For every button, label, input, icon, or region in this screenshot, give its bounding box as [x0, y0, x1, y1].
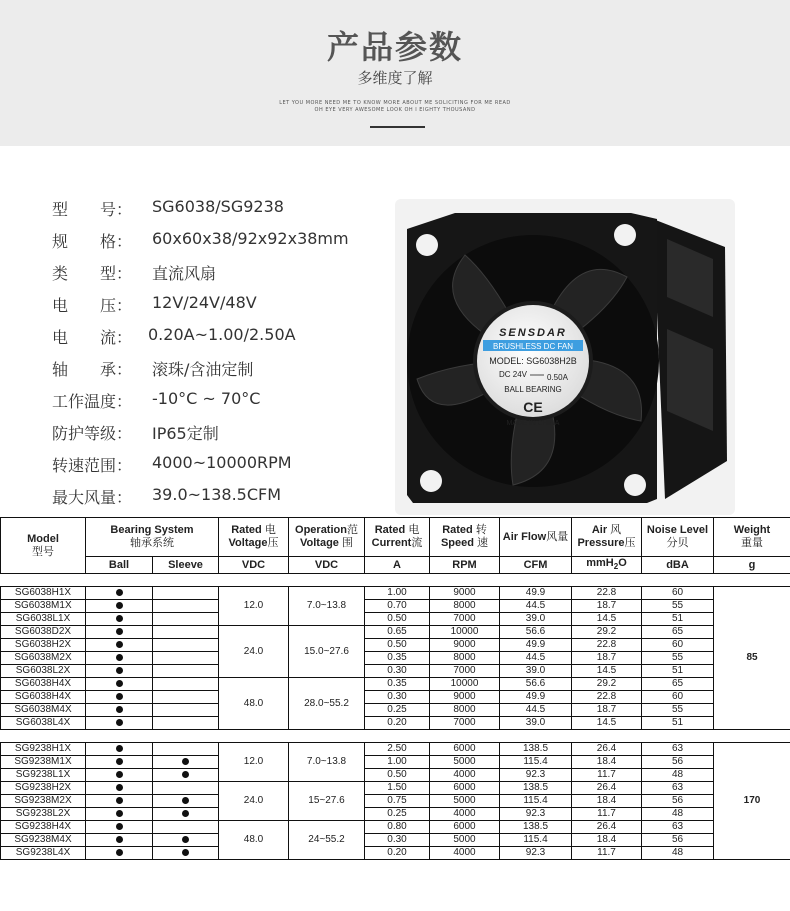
pressure-cell: 18.4	[572, 756, 642, 769]
table-row	[1, 639, 790, 652]
unit-sleeve: Sleeve	[153, 557, 219, 574]
sleeve-cell	[153, 847, 219, 860]
title-underline	[370, 126, 425, 128]
operation-voltage-cell: 28.0~55.2	[289, 678, 365, 730]
current-cell: 0.25	[365, 704, 430, 717]
sg9238-weight-cell: 170	[714, 743, 790, 860]
table-row	[1, 613, 790, 626]
pressure-cell: 26.4	[572, 821, 642, 834]
speed-cell: 7000	[430, 717, 500, 730]
current-cell: 0.30	[365, 665, 430, 678]
unit-vdc: VDC	[219, 557, 289, 574]
sleeve-cell	[153, 743, 219, 756]
speed-cell: 6000	[430, 743, 500, 756]
airflow-cell: 138.5	[500, 821, 572, 834]
col-noise-level: Noise Level 分贝	[642, 518, 714, 557]
noise-cell: 48	[642, 808, 714, 821]
pressure-cell: 14.5	[572, 717, 642, 730]
table-row	[1, 782, 790, 795]
sleeve-cell	[153, 626, 219, 639]
current-cell: 0.50	[365, 639, 430, 652]
ball-cell	[86, 639, 153, 652]
bearing-dot-icon	[116, 680, 123, 687]
bearing-dot-icon	[116, 758, 123, 765]
speed-cell: 10000	[430, 678, 500, 691]
table-row	[1, 834, 790, 847]
sleeve-cell	[153, 821, 219, 834]
unit-rpm: RPM	[430, 557, 500, 574]
pressure-cell: 18.4	[572, 834, 642, 847]
sleeve-cell	[153, 665, 219, 678]
pressure-cell: 11.7	[572, 847, 642, 860]
tagline-line-2: OH EYE VERY AWESOME LOOK OH I EIGHTY THOUSAND	[314, 107, 476, 113]
pressure-cell: 29.2	[572, 626, 642, 639]
unit-op-vdc: VDC	[289, 557, 365, 574]
speed-cell: 6000	[430, 782, 500, 795]
label-ce-mark: CE	[523, 399, 543, 415]
specification-table	[0, 517, 790, 860]
bearing-dot-icon	[116, 693, 123, 700]
model-cell: SG9238H2X	[1, 782, 86, 795]
spacer-cell	[1, 574, 790, 587]
sleeve-cell	[153, 639, 219, 652]
unit-cfm: CFM	[500, 557, 572, 574]
table-row	[1, 678, 790, 691]
operation-voltage-cell: 24~55.2	[289, 821, 365, 860]
current-cell: 0.25	[365, 808, 430, 821]
pressure-cell: 29.2	[572, 678, 642, 691]
airflow-cell: 115.4	[500, 756, 572, 769]
bearing-dot-icon	[116, 784, 123, 791]
current-cell: 0.50	[365, 613, 430, 626]
pressure-cell: 18.7	[572, 704, 642, 717]
ball-cell	[86, 587, 153, 600]
label-ribbon-text: BRUSHLESS DC FAN	[492, 342, 574, 351]
airflow-cell: 39.0	[500, 717, 572, 730]
sleeve-cell	[153, 587, 219, 600]
airflow-cell: 115.4	[500, 834, 572, 847]
current-cell: 0.35	[365, 652, 430, 665]
sleeve-cell	[153, 808, 219, 821]
model-cell: SG6038M4X	[1, 704, 86, 717]
bearing-dot-icon	[182, 810, 189, 817]
col-model: Model 型号	[1, 518, 86, 574]
spacer-cell	[1, 730, 790, 743]
noise-cell: 63	[642, 743, 714, 756]
label-made-in: MADE IN CHINA	[506, 420, 560, 427]
mount-hole	[420, 470, 442, 492]
pressure-cell: 18.7	[572, 652, 642, 665]
ball-cell	[86, 613, 153, 626]
speed-cell: 8000	[430, 652, 500, 665]
ball-cell	[86, 795, 153, 808]
pressure-cell: 11.7	[572, 769, 642, 782]
unit-dba: dBA	[642, 557, 714, 574]
table-row	[1, 756, 790, 769]
rated-voltage-cell: 12.0	[219, 743, 289, 782]
tagline-line-1: LET YOU MORE NEED ME TO KNOW MORE ABOUT ME SOLICITING FOR ME READ	[279, 100, 511, 106]
ball-cell	[86, 691, 153, 704]
mount-hole	[416, 234, 438, 256]
airflow-cell: 49.9	[500, 691, 572, 704]
table-row	[1, 691, 790, 704]
pressure-cell: 22.8	[572, 587, 642, 600]
speed-cell: 5000	[430, 834, 500, 847]
pressure-cell: 22.8	[572, 639, 642, 652]
airflow-cell: 39.0	[500, 665, 572, 678]
current-cell: 0.80	[365, 821, 430, 834]
speed-cell: 10000	[430, 626, 500, 639]
current-cell: 0.20	[365, 717, 430, 730]
table-row	[1, 717, 790, 730]
rated-voltage-cell: 12.0	[219, 587, 289, 626]
page-title: 产品参数	[326, 28, 463, 66]
airflow-cell: 115.4	[500, 795, 572, 808]
model-cell: SG6038L1X	[1, 613, 86, 626]
sleeve-cell	[153, 717, 219, 730]
model-cell: SG6038H1X	[1, 587, 86, 600]
model-cell: SG9238M2X	[1, 795, 86, 808]
noise-cell: 60	[642, 639, 714, 652]
sleeve-cell	[153, 613, 219, 626]
airflow-cell: 49.9	[500, 639, 572, 652]
label-current: 0.50A	[547, 373, 568, 382]
model-cell: SG9238L2X	[1, 808, 86, 821]
bearing-dot-icon	[116, 771, 123, 778]
bearing-dot-icon	[116, 654, 123, 661]
col-operation-voltage: Operation范 Voltage 围	[289, 518, 365, 557]
current-cell: 0.50	[365, 769, 430, 782]
model-cell: SG9238H4X	[1, 821, 86, 834]
current-cell: 2.50	[365, 743, 430, 756]
bearing-dot-icon	[116, 641, 123, 648]
noise-cell: 48	[642, 847, 714, 860]
ball-cell	[86, 756, 153, 769]
model-cell: SG6038H4X	[1, 691, 86, 704]
mount-hole	[624, 474, 646, 496]
airflow-cell: 138.5	[500, 782, 572, 795]
noise-cell: 56	[642, 834, 714, 847]
noise-cell: 56	[642, 795, 714, 808]
ball-cell	[86, 626, 153, 639]
table-row	[1, 769, 790, 782]
noise-cell: 56	[642, 756, 714, 769]
noise-cell: 65	[642, 626, 714, 639]
airflow-cell: 92.3	[500, 847, 572, 860]
label-brand: SENSDAR	[499, 327, 567, 339]
unit-a: A	[365, 557, 430, 574]
pressure-cell: 18.7	[572, 600, 642, 613]
model-cell: SG6038M2X	[1, 652, 86, 665]
unit-mmh2o: mmH$_2$O	[572, 557, 642, 574]
pressure-cell: 26.4	[572, 743, 642, 756]
ball-cell	[86, 704, 153, 717]
mount-hole	[614, 224, 636, 246]
speed-cell: 7000	[430, 613, 500, 626]
model-cell: SG6038H2X	[1, 639, 86, 652]
current-cell: 0.30	[365, 691, 430, 704]
bearing-dot-icon	[116, 589, 123, 596]
table-row	[1, 626, 790, 639]
unit-ball: Ball	[86, 557, 153, 574]
label-model: MODEL: SG6038H2B	[489, 356, 577, 366]
ball-cell	[86, 678, 153, 691]
current-cell: 1.50	[365, 782, 430, 795]
sleeve-cell	[153, 691, 219, 704]
bearing-dot-icon	[182, 836, 189, 843]
rated-voltage-cell: 24.0	[219, 782, 289, 821]
model-cell: SG6038L4X	[1, 717, 86, 730]
noise-cell: 51	[642, 613, 714, 626]
bearing-dot-icon	[116, 706, 123, 713]
col-rated-speed: Rated 转 Speed 速	[430, 518, 500, 557]
bearing-dot-icon	[116, 719, 123, 726]
sleeve-cell	[153, 834, 219, 847]
rated-voltage-cell: 48.0	[219, 678, 289, 730]
table-row	[1, 587, 790, 600]
ball-cell	[86, 821, 153, 834]
col-bearing-system: Bearing System 轴承系统	[86, 518, 219, 557]
operation-voltage-cell: 7.0~13.8	[289, 587, 365, 626]
speed-cell: 6000	[430, 821, 500, 834]
rated-voltage-cell: 24.0	[219, 626, 289, 678]
noise-cell: 55	[642, 600, 714, 613]
table-row	[1, 847, 790, 860]
noise-cell: 51	[642, 665, 714, 678]
header-banner	[0, 0, 790, 146]
sleeve-cell	[153, 704, 219, 717]
table-row	[1, 821, 790, 834]
table-spacer	[1, 730, 790, 743]
sg6038-weight-cell: 85	[714, 587, 790, 730]
table-body	[1, 574, 790, 860]
model-cell: SG9238H1X	[1, 743, 86, 756]
bearing-dot-icon	[116, 667, 123, 674]
airflow-cell: 56.6	[500, 626, 572, 639]
speed-cell: 5000	[430, 756, 500, 769]
ball-cell	[86, 600, 153, 613]
pressure-cell: 14.5	[572, 665, 642, 678]
current-cell: 0.30	[365, 834, 430, 847]
speed-cell: 8000	[430, 600, 500, 613]
model-cell: SG6038H4X	[1, 678, 86, 691]
noise-cell: 60	[642, 691, 714, 704]
airflow-cell: 39.0	[500, 613, 572, 626]
sleeve-cell	[153, 600, 219, 613]
sleeve-cell	[153, 782, 219, 795]
bearing-dot-icon	[182, 758, 189, 765]
noise-cell: 65	[642, 678, 714, 691]
col-air-pressure: Air 风 Pressure压	[572, 518, 642, 557]
speed-cell: 9000	[430, 587, 500, 600]
table-row	[1, 808, 790, 821]
current-cell: 0.65	[365, 626, 430, 639]
speed-cell: 7000	[430, 665, 500, 678]
model-cell: SG6038L2X	[1, 665, 86, 678]
sleeve-cell	[153, 678, 219, 691]
airflow-cell: 49.9	[500, 587, 572, 600]
current-cell: 1.00	[365, 756, 430, 769]
sleeve-cell	[153, 756, 219, 769]
model-cell: SG9238L1X	[1, 769, 86, 782]
table-spacer	[1, 574, 790, 587]
bearing-dot-icon	[116, 849, 123, 856]
table-row	[1, 600, 790, 613]
ball-cell	[86, 743, 153, 756]
operation-voltage-cell: 15.0~27.6	[289, 626, 365, 678]
sleeve-cell	[153, 769, 219, 782]
current-cell: 0.20	[365, 847, 430, 860]
ball-cell	[86, 717, 153, 730]
col-rated-current: Rated 电 Current流	[365, 518, 430, 557]
current-cell: 0.75	[365, 795, 430, 808]
col-weight: Weight 重量	[714, 518, 790, 557]
speed-cell: 8000	[430, 704, 500, 717]
col-air-flow: Air Flow风量	[500, 518, 572, 557]
airflow-cell: 56.6	[500, 678, 572, 691]
page-subtitle: 多维度了解	[357, 69, 433, 87]
pressure-cell: 14.5	[572, 613, 642, 626]
model-cell: SG6038M1X	[1, 600, 86, 613]
label-dc: DC 24V	[499, 370, 528, 379]
noise-cell: 60	[642, 587, 714, 600]
airflow-cell: 92.3	[500, 769, 572, 782]
bearing-dot-icon	[116, 836, 123, 843]
current-cell: 0.35	[365, 678, 430, 691]
noise-cell: 63	[642, 782, 714, 795]
ball-cell	[86, 769, 153, 782]
table-row	[1, 665, 790, 678]
noise-cell: 51	[642, 717, 714, 730]
sleeve-cell	[153, 652, 219, 665]
airflow-cell: 138.5	[500, 743, 572, 756]
ball-cell	[86, 652, 153, 665]
bearing-dot-icon	[116, 810, 123, 817]
noise-cell: 48	[642, 769, 714, 782]
table-row	[1, 795, 790, 808]
rated-voltage-cell: 48.0	[219, 821, 289, 860]
speed-cell: 9000	[430, 691, 500, 704]
ball-cell	[86, 665, 153, 678]
bearing-dot-icon	[182, 849, 189, 856]
current-cell: 1.00	[365, 587, 430, 600]
noise-cell: 55	[642, 652, 714, 665]
bearing-dot-icon	[116, 823, 123, 830]
ball-cell	[86, 847, 153, 860]
speed-cell: 4000	[430, 769, 500, 782]
table-row	[1, 743, 790, 756]
table-row	[1, 704, 790, 717]
pressure-cell: 26.4	[572, 782, 642, 795]
speed-cell: 5000	[430, 795, 500, 808]
label-bearing: BALL BEARING	[504, 385, 562, 394]
table-row	[1, 652, 790, 665]
ball-cell	[86, 834, 153, 847]
bearing-dot-icon	[116, 745, 123, 752]
bearing-dot-icon	[182, 771, 189, 778]
bearing-dot-icon	[116, 615, 123, 622]
noise-cell: 55	[642, 704, 714, 717]
ball-cell	[86, 808, 153, 821]
fan-illustration	[395, 199, 735, 515]
model-cell: SG9238M1X	[1, 756, 86, 769]
model-cell: SG9238M4X	[1, 834, 86, 847]
unit-g: g	[714, 557, 790, 574]
pressure-cell: 11.7	[572, 808, 642, 821]
bearing-dot-icon	[116, 797, 123, 804]
model-cell: SG6038D2X	[1, 626, 86, 639]
current-cell: 0.70	[365, 600, 430, 613]
sleeve-cell	[153, 795, 219, 808]
bearing-dot-icon	[182, 797, 189, 804]
operation-voltage-cell: 7.0~13.8	[289, 743, 365, 782]
speed-cell: 4000	[430, 847, 500, 860]
pressure-cell: 18.4	[572, 795, 642, 808]
airflow-cell: 44.5	[500, 600, 572, 613]
model-cell: SG9238L4X	[1, 847, 86, 860]
col-rated-voltage: Rated 电 Voltage压	[219, 518, 289, 557]
airflow-cell: 92.3	[500, 808, 572, 821]
noise-cell: 63	[642, 821, 714, 834]
speed-cell: 9000	[430, 639, 500, 652]
bearing-dot-icon	[116, 628, 123, 635]
ball-cell	[86, 782, 153, 795]
pressure-cell: 22.8	[572, 691, 642, 704]
product-photo	[395, 199, 735, 515]
speed-cell: 4000	[430, 808, 500, 821]
bearing-dot-icon	[116, 602, 123, 609]
airflow-cell: 44.5	[500, 704, 572, 717]
operation-voltage-cell: 15~27.6	[289, 782, 365, 821]
airflow-cell: 44.5	[500, 652, 572, 665]
